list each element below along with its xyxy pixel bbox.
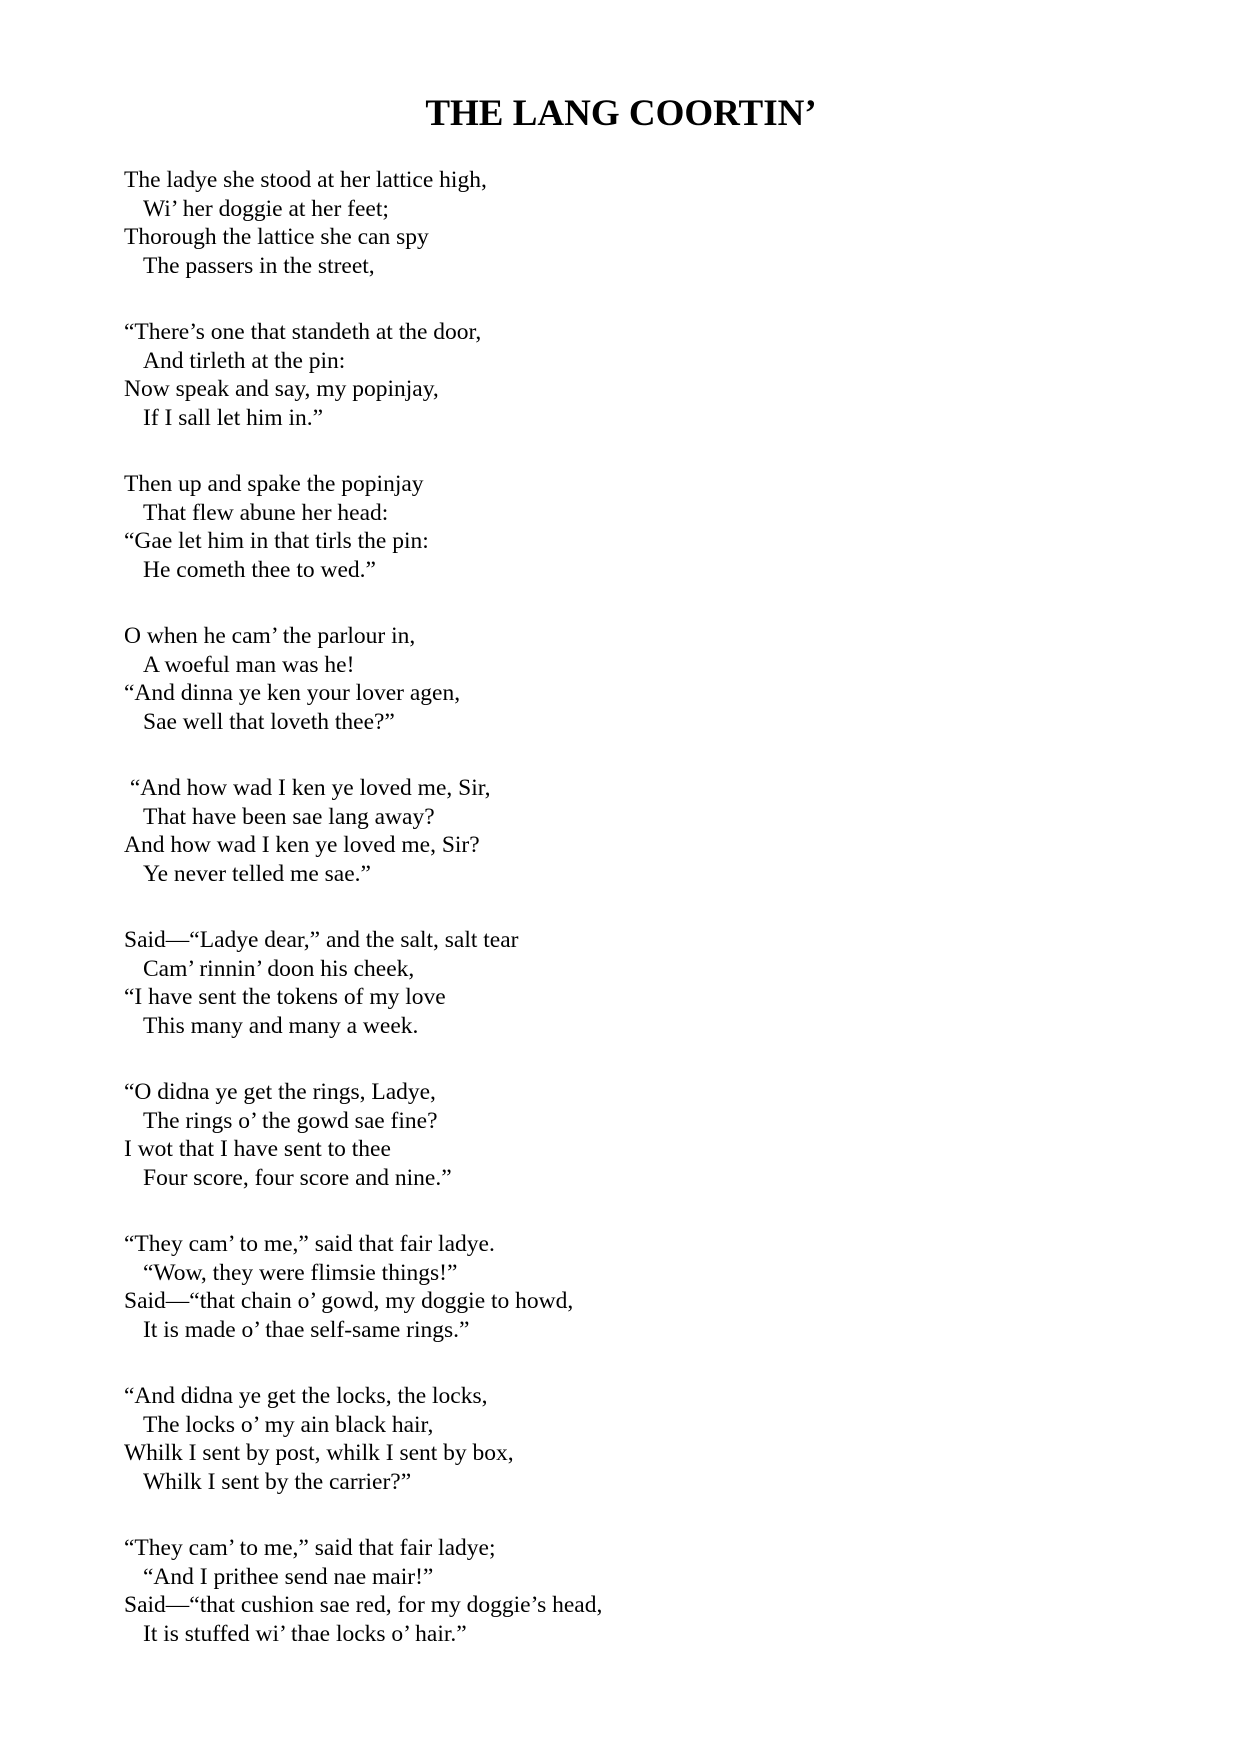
poem-line: The passers in the street, [143,252,375,279]
poem-line: Thorough the lattice she can spy [124,224,429,250]
stanza [124,1534,1124,1648]
stanza [124,1382,1124,1496]
poem-line: I wot that I have sent to thee [124,1136,391,1162]
poem-line: “They cam’ to me,” said that fair ladye; [124,1535,496,1561]
stanza [124,1078,1124,1192]
poem-line: This many and many a week. [143,1012,419,1039]
stanza [124,470,1124,584]
stanza [124,622,1124,736]
poem-title: THE LANG COORTIN’ [425,93,817,134]
poem-line: Four score, four score and nine.” [143,1164,452,1191]
stanza [124,1230,1124,1344]
poem-line: Whilk I sent by post, whilk I sent by box, [124,1440,514,1466]
poem-line: That flew abune her head: [143,499,389,526]
poem-line: “They cam’ to me,” said that fair ladye. [124,1231,495,1257]
poem-line: He cometh thee to wed.” [143,556,376,583]
poem-line: And how wad I ken ye loved me, Sir? [124,832,480,858]
stanza [124,166,1124,280]
poem-line: Then up and spake the popinjay [124,471,424,497]
poem-line: Ye never telled me sae.” [143,860,371,887]
poem-line: A woeful man was he! [143,651,355,678]
poem-line: “I have sent the tokens of my love [124,984,446,1010]
stanza [124,774,1124,888]
poem-line: Said—“that chain o’ gowd, my doggie to howd, [124,1288,574,1314]
poem-line: O when he cam’ the parlour in, [124,623,416,649]
poem-line: Whilk I sent by the carrier?” [143,1468,412,1495]
poem-line: “Gae let him in that tirls the pin: [124,528,429,554]
poem-line: Wi’ her doggie at her feet; [143,195,389,222]
poem-line: “And dinna ye ken your lover agen, [124,680,461,706]
poem-line: Said—“Ladye dear,” and the salt, salt tear [124,927,519,953]
poem-line: “And I prithee send nae mair!” [143,1563,434,1590]
poem-line: It is stuffed wi’ thae locks o’ hair.” [143,1620,467,1647]
poem-line: The ladye she stood at her lattice high, [124,167,487,193]
poem-line: “Wow, they were flimsie things!” [143,1259,458,1286]
poem-body [124,166,1124,1686]
poem-line: “And how wad I ken ye loved me, Sir, [124,775,491,801]
poem-line: The rings o’ the gowd sae fine? [143,1107,438,1134]
poem-line: Sae well that loveth thee?” [143,708,395,735]
stanza [124,926,1124,1040]
poem-line: If I sall let him in.” [143,404,324,431]
poem-line: Cam’ rinnin’ doon his cheek, [143,955,415,982]
poem-line: “And didna ye get the locks, the locks, [124,1383,488,1409]
poem-line: Said—“that cushion sae red, for my doggie’s head, [124,1592,603,1618]
poem-line: Now speak and say, my popinjay, [124,376,439,402]
poem-line: “O didna ye get the rings, Ladye, [124,1079,436,1105]
stanza [124,318,1124,432]
poem-line: “There’s one that standeth at the door, [124,319,482,345]
poem-line: And tirleth at the pin: [143,347,346,374]
poem-line: That have been sae lang away? [143,803,435,830]
poem-line: It is made o’ thae self-same rings.” [143,1316,470,1343]
poem-line: The locks o’ my ain black hair, [143,1411,434,1438]
